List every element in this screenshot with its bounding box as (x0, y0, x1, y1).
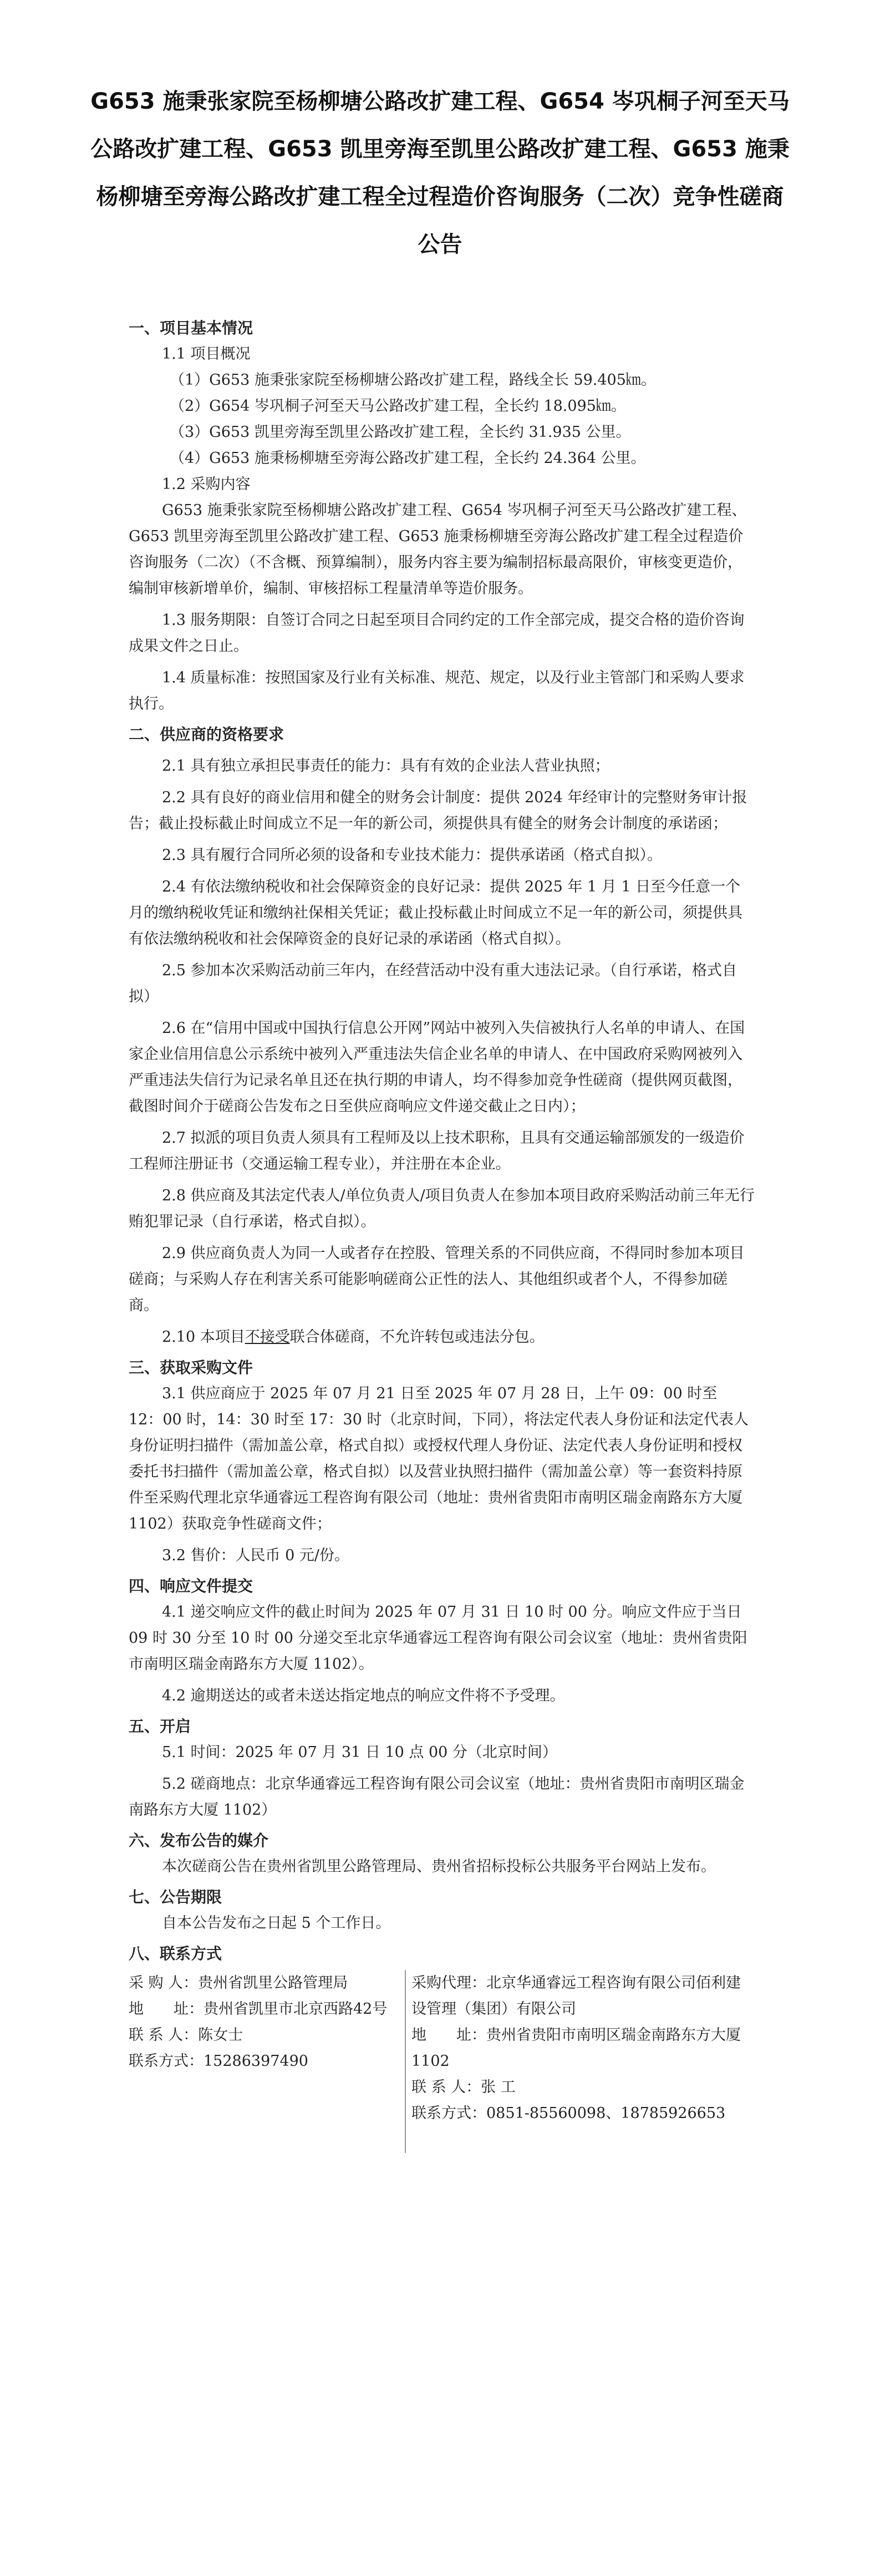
agent-address: 地 址：贵州省贵阳市南明区瑞金南路东方大厦1102 (411, 2027, 741, 2070)
period-text: 自本公告发布之日起 5 个工作日。 (162, 1915, 391, 1932)
project-item-2: （2）G654 岑巩桐子河至天马公路改扩建工程，全长约 18.095㎞。 (170, 398, 626, 415)
contact-block (129, 1970, 755, 2153)
requirement-2-9: 2.9 供应商负责人为同一人或者存在控股、管理关系的不同供应商，不得同时参加本项目磋商；与采购人存在利害关系可能影响磋商公正性的法人、其他组织或者个人，不得参加磋商。 (129, 1245, 745, 1314)
section-heading-5: 五、开启 (129, 1717, 191, 1735)
section-heading-3: 三、获取采购文件 (129, 1358, 253, 1377)
price-text: 3.2 售价：人民币 0 元/份。 (162, 1547, 349, 1564)
requirement-2-4: 2.4 有依法缴纳税收和社会保障资金的良好记录：提供 2025 年 1 月 1 日至今任意一个月的缴纳税收凭证和缴纳社保相关凭证；截止投标截止时间成立不足一年的新公司，须提供具有依法缴纳税收和社会保障资金的良好记录的承诺函（格式自拟）。 (129, 878, 742, 948)
requirement-2-5: 2.5 参加本次采购活动前三年内，在经营活动中没有重大违法记录。（自行承诺，格式自拟） (129, 962, 737, 1005)
page-title: G653 施秉张家院至杨柳塘公路改扩建工程、G654 岑巩桐子河至天马公路改扩建工程、G653 凯里旁海至凯里公路改扩建工程、G653 施秉杨柳塘至旁海公路改扩建工程全过程造价咨询服务（二次）竞争性磋商公告 (90, 89, 790, 257)
not-accepted-text: 不接受 (245, 1328, 290, 1346)
section-heading-1: 一、项目基本情况 (129, 319, 253, 337)
buyer-address: 地 址：贵州省凯里市北京西路42号 (129, 2000, 388, 2018)
requirement-2-10-lead: 2.10 本项目 (162, 1328, 245, 1346)
section-heading-2: 二、供应商的资格要求 (129, 725, 284, 744)
requirement-2-6: 2.6 在“信用中国或中国执行信息公开网”网站中被列入失信被执行人名单的申请人、在国家企业信用信息公示系统中被列入严重违法失信企业名单的申请人、在中国政府采购网被列入严重违法失信行为记录名单且还在执行期的申请人，均不得参加竞争性磋商（提供网页截图，截图时间介于磋商公告发布之日至供应商响应文件递交截止之日内）； (129, 1020, 745, 1115)
requirement-2-10-tail: 联合体磋商，不允许转包或违法分包。 (289, 1328, 545, 1346)
section-heading-4: 四、响应文件提交 (129, 1577, 253, 1595)
section-heading-8: 八、联系方式 (129, 1944, 222, 1963)
agent-contact-person: 联 系 人：张 工 (411, 2079, 516, 2096)
requirement-2-2: 2.2 具有良好的商业信用和健全的财务会计制度：提供 2024 年经审计的完整财务审计报告；截止投标截止时间成立不足一年的新公司，须提供具有健全的财务会计制度的承诺函； (129, 789, 747, 832)
requirement-2-10 (129, 1324, 755, 1350)
agent-contact (411, 1970, 755, 2126)
late-submission-text: 4.2 逾期送达的或者未送达指定地点的响应文件将不予受理。 (162, 1687, 565, 1704)
media-text: 本次磋商公告在贵州省凯里公路管理局、贵州省招标投标公共服务平台网站上发布。 (162, 1858, 716, 1875)
agent-name: 采购代理：北京华通睿远工程咨询有限公司佰利建设管理（集团）有限公司 (411, 1974, 741, 2018)
subsection-1-2: 1.2 采购内容 (162, 476, 251, 493)
section-heading-7: 七、公告期限 (129, 1888, 222, 1906)
obtain-documents-text: 3.1 供应商应于 2025 年 07 月 21 日至 2025 年 07 月 28 日，上午 09：00 时至 12：00 时，14：30 时至 17：30 时（北京时间，下同），将法定代表人身份证和法定代表人身份证明扫描件（需加盖公章，格式自拟）或授权代理人身份证、法定代表人身份证明和授权委托书扫描件（需加盖公章，格式自拟）以及营业执照扫描件（需加盖公章）等一套资料持原件至采购代理北京华通睿远工程咨询有限公司（地址：贵州省贵阳市南明区瑞金南路东方大厦 1102）获取竞争性磋商文件； (129, 1385, 749, 1533)
project-item-1: （1）G653 施秉张家院至杨柳塘公路改扩建工程，路线全长 59.405㎞。 (170, 371, 656, 389)
announcement-body (129, 310, 755, 2153)
buyer-contact (129, 1970, 395, 2074)
quality-standard: 1.4 质量标准：按照国家及行业有关标准、规范、规定，以及行业主管部门和采购人要求执行。 (129, 669, 745, 712)
requirement-2-3: 2.3 具有履行合同所必须的设备和专业技术能力：提供承诺函（格式自拟）。 (162, 847, 663, 864)
requirement-2-7: 2.7 拟派的项目负责人须具有工程师及以上技术职称，且具有交通运输部颁发的一级造价工程师注册证书（交通运输工程专业），并注册在本企业。 (129, 1129, 745, 1173)
service-period: 1.3 服务期限：自签订合同之日起至项目合同约定的工作全部完成，提交合格的造价咨询成果文件之日止。 (129, 612, 745, 655)
agent-phone: 联系方式：0851-85560098、18785926653 (411, 2105, 726, 2122)
project-item-4: （4）G653 施秉杨柳塘至旁海公路改扩建工程，全长约 24.364 公里。 (170, 450, 646, 467)
procurement-content: G653 施秉张家院至杨柳塘公路改扩建工程、G654 岑巩桐子河至天马公路改扩建工程、G653 凯里旁海至凯里公路改扩建工程、G653 施秉杨柳塘至旁海公路改扩建工程全过程造价咨询服务（二次）（不含概、预算编制），服务内容主要为编制招标最高限价，审核变更造价，编制审核新增单价，编制、审核招标工程量清单等造价服务。 (129, 502, 747, 597)
buyer-name: 采 购 人：贵州省凯里公路管理局 (129, 1974, 348, 1992)
submission-deadline-text: 4.1 递交响应文件的截止时间为 2025 年 07 月 31 日 10 时 00 分。响应文件应于当日 09 时 30 分至 10 时 00 分递交至北京华通睿远工程咨询有限公司会议室（地址：贵州省贵阳市南明区瑞金南路东方大厦 1102）。 (129, 1603, 747, 1673)
opening-location: 5.2 磋商地点：北京华通睿远工程咨询有限公司会议室（地址：贵州省贵阳市南明区瑞金南路东方大厦 1102） (129, 1775, 745, 1819)
buyer-phone: 联系方式：15286397490 (129, 2053, 308, 2070)
requirement-2-8: 2.8 供应商及其法定代表人/单位负责人/项目负责人在参加本项目政府采购活动前三年无行贿犯罪记录（自行承诺，格式自拟）。 (129, 1187, 755, 1230)
buyer-contact-person: 联 系 人：陈女士 (129, 2027, 243, 2044)
section-heading-6: 六、发布公告的媒介 (129, 1831, 269, 1850)
column-divider (405, 1970, 406, 2153)
opening-time: 5.1 时间：2025 年 07 月 31 日 10 点 00 分（北京时间） (162, 1744, 557, 1761)
requirement-2-1: 2.1 具有独立承担民事责任的能力：具有有效的企业法人营业执照； (162, 757, 610, 775)
subsection-1-1: 1.1 项目概况 (162, 345, 251, 363)
project-item-3: （3）G653 凯里旁海至凯里公路改扩建工程，全长约 31.935 公里。 (170, 424, 631, 441)
